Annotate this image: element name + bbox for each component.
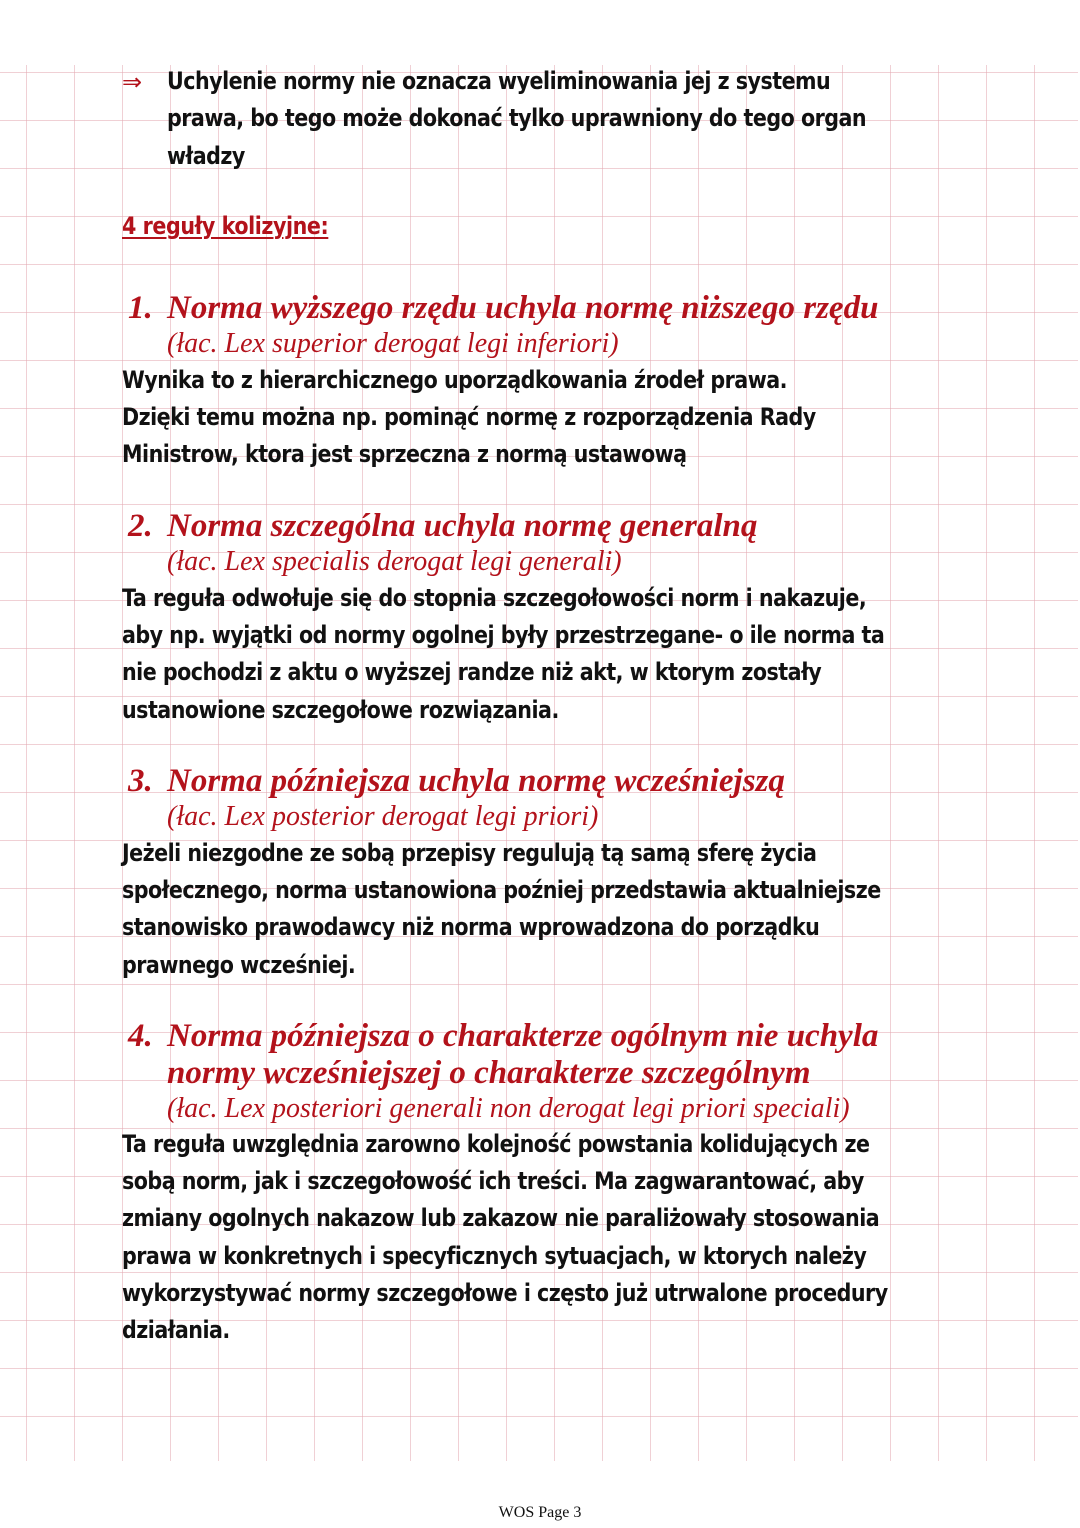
rule-title: Norma późniejsza o charakterze ogólnym nie uchyla bbox=[167, 1018, 879, 1054]
rule-title: Norma szczególna uchyla normę generalną bbox=[167, 508, 758, 544]
rule-number: 3. bbox=[128, 763, 153, 799]
rule-body-line: działania. bbox=[122, 1316, 230, 1344]
rule-body-line: Jeżeli niezgodne ze sobą przepisy regulują tą samą sferę życia bbox=[122, 839, 817, 867]
rule-latin-name: (łac. Lex posteriori generali non derogat legi priori speciali) bbox=[167, 1093, 850, 1124]
rule-body-line: zmiany ogolnych nakazow lub zakazow nie paraliżowały stosowania bbox=[122, 1204, 880, 1232]
rule-body-line: ustanowione szczegołowe rozwiązania. bbox=[122, 696, 559, 724]
section-heading: 4 reguły kolizyjne: bbox=[122, 212, 329, 240]
rule-body-line: wykorzystywać normy szczegołowe i często już utrwalone procedury bbox=[122, 1279, 888, 1307]
rule-latin-name: (łac. Lex superior derogat legi inferiori) bbox=[167, 328, 619, 359]
rule-latin-name: (łac. Lex specialis derogat legi generali) bbox=[167, 546, 622, 577]
rule-body-line: nie pochodzi z aktu o wyższej randze niż akt, w ktorym zostały bbox=[122, 658, 822, 686]
rule-body-line: stanowisko prawodawcy niż norma wprowadzona do porządku bbox=[122, 913, 820, 941]
page-footer: WOS Page 3 bbox=[498, 1504, 582, 1521]
rule-number: 2. bbox=[128, 508, 153, 544]
intro-line: prawa, bo tego może dokonać tylko uprawniony do tego organ bbox=[167, 104, 867, 132]
rule-body-line: społecznego, norma ustanowiona poźniej przedstawia aktualniejsze bbox=[122, 876, 881, 904]
rule-number: 4. bbox=[128, 1018, 153, 1054]
rule-body-line: sobą norm, jak i szczegołowość ich treści. Ma zagwarantować, aby bbox=[122, 1167, 864, 1195]
intro-line: Uchylenie normy nie oznacza wyeliminowania jej z systemu bbox=[167, 67, 831, 95]
rule-title: normy wcześniejszej o charakterze szczególnym bbox=[167, 1055, 811, 1091]
rule-body-line: Ta reguła uwzględnia zarowno kolejność powstania kolidujących ze bbox=[122, 1130, 870, 1158]
rule-title: Norma wyższego rzędu uchyla normę niższego rzędu bbox=[167, 290, 879, 326]
rule-number: 1. bbox=[128, 290, 153, 326]
intro-line: władzy bbox=[167, 142, 245, 170]
rule-latin-name: (łac. Lex posterior derogat legi priori) bbox=[167, 801, 599, 832]
rule-body-line: Ta reguła odwołuje się do stopnia szczegołowości norm i nakazuje, bbox=[122, 584, 867, 612]
double-right-arrow-icon: ⇒ bbox=[122, 68, 143, 96]
rule-body-line: aby np. wyjątki od normy ogolnej były przestrzegane- o ile norma ta bbox=[122, 621, 885, 649]
rule-body-line: Dzięki temu można np. pominąć normę z rozporządzenia Rady bbox=[122, 403, 816, 431]
rule-body-line: Wynika to z hierarchicznego uporządkowania źrodeł prawa. bbox=[122, 366, 787, 394]
rule-body-line: prawa w konkretnych i specyficznych sytuacjach, w ktorych należy bbox=[122, 1242, 867, 1270]
rule-body-line: prawnego wcześniej. bbox=[122, 951, 356, 979]
rule-title: Norma późniejsza uchyla normę wcześniejszą bbox=[167, 763, 785, 799]
rule-body-line: Ministrow, ktora jest sprzeczna z normą ustawową bbox=[122, 440, 687, 468]
